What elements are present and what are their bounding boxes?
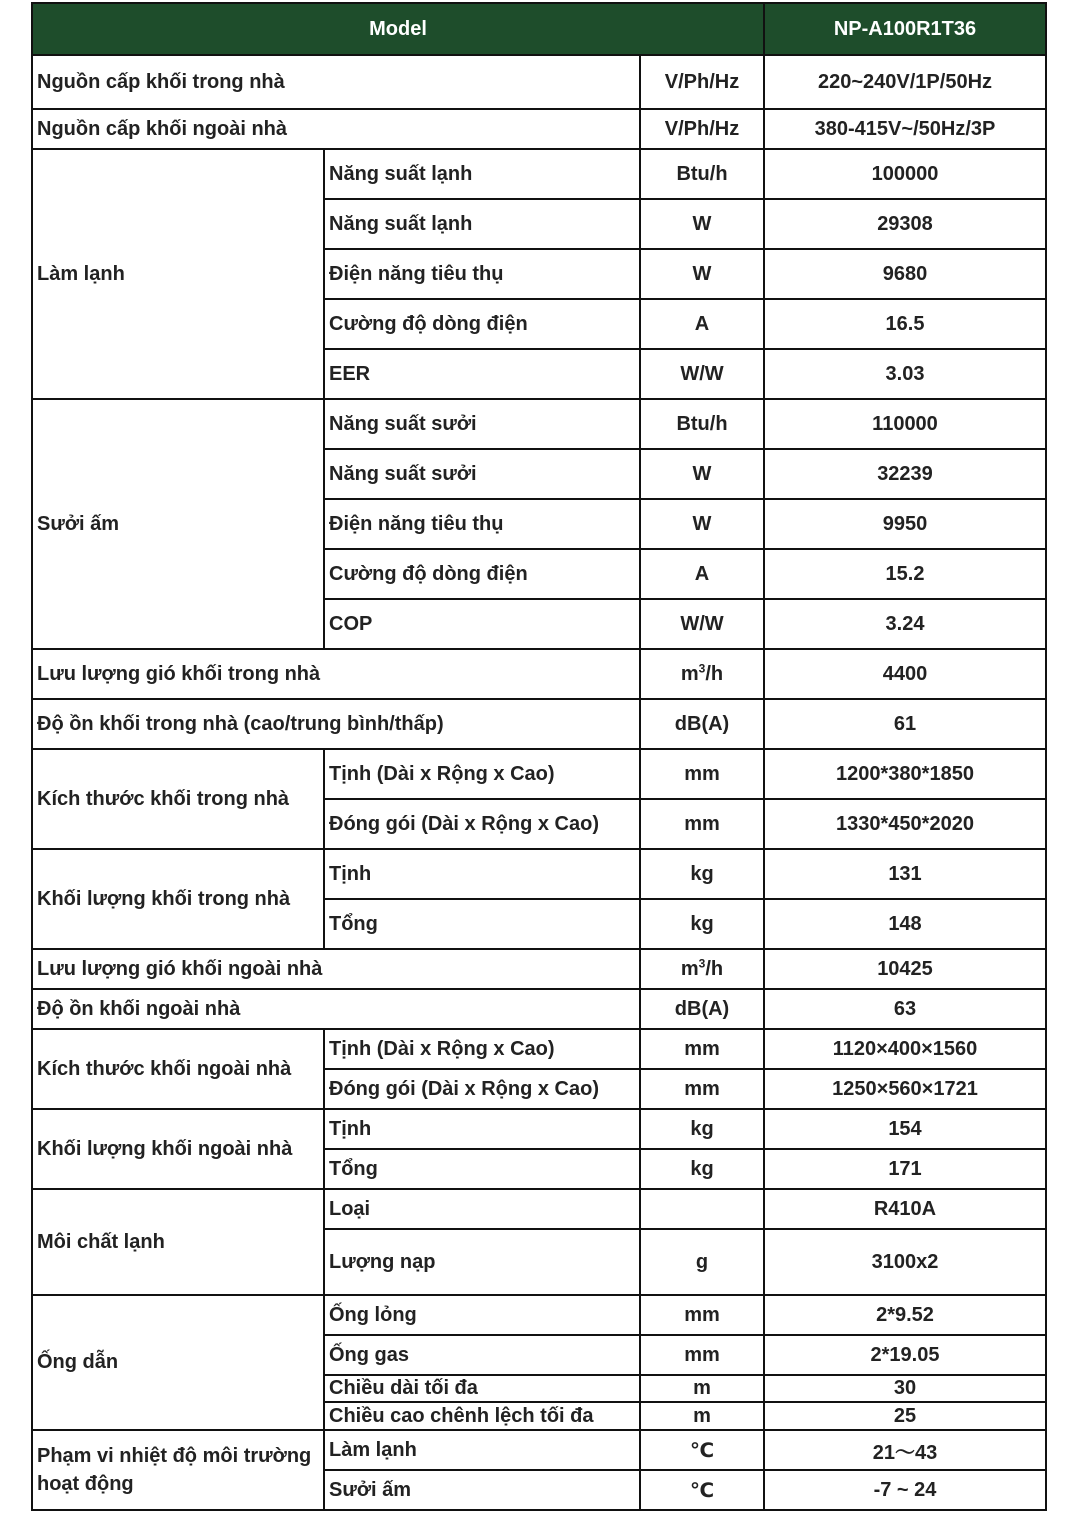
table-row [32, 1189, 1046, 1229]
unit-cell: V/Ph/Hz [640, 55, 764, 109]
row-label: Nguồn cấp khối ngoài nhà [32, 109, 640, 149]
value-cell: 380-415V~/50Hz/3P [764, 109, 1046, 149]
unit-cell: mm [640, 1335, 764, 1375]
value-cell: 2*9.52 [764, 1295, 1046, 1335]
table-row [32, 55, 1046, 109]
row-label: Đóng gói (Dài x Rộng x Cao) [324, 799, 640, 849]
table-row [32, 399, 1046, 449]
unit-cell: kg [640, 899, 764, 949]
unit-cell: kg [640, 849, 764, 899]
unit-cell: dB(A) [640, 989, 764, 1029]
value-cell: 1200*380*1850 [764, 749, 1046, 799]
row-label: Chiều cao chênh lệch tối đa [324, 1402, 640, 1430]
value-cell: 110000 [764, 399, 1046, 449]
unit-cell: kg [640, 1149, 764, 1189]
spec-table [31, 2, 1047, 1511]
model-label: Model [32, 3, 764, 55]
row-label: Điện năng tiêu thụ [324, 249, 640, 299]
value-cell: 9680 [764, 249, 1046, 299]
unit-cell: Btu/h [640, 399, 764, 449]
unit-cell: g [640, 1229, 764, 1295]
table-row [32, 1430, 1046, 1470]
value-cell: 154 [764, 1109, 1046, 1149]
value-cell: 3.03 [764, 349, 1046, 399]
table-row [32, 1029, 1046, 1069]
value-cell: 61 [764, 699, 1046, 749]
unit-base: m [680, 662, 699, 685]
row-label: Chiều dài tối đa [324, 1375, 640, 1402]
value-cell: 15.2 [764, 549, 1046, 599]
value-cell: 30 [764, 1375, 1046, 1402]
row-label: Độ ồn khối ngoài nhà [32, 989, 640, 1029]
unit-cell: mm [640, 749, 764, 799]
table-row [32, 989, 1046, 1029]
value-cell: 1330*450*2020 [764, 799, 1046, 849]
value-cell: 10425 [764, 949, 1046, 989]
header-row [32, 3, 1046, 55]
value-cell: 148 [764, 899, 1046, 949]
group-label: Kích thước khối ngoài nhà [32, 1029, 324, 1109]
unit-cell: A [640, 299, 764, 349]
row-label: Năng suất sưởi [324, 449, 640, 499]
row-label: Lưu lượng gió khối trong nhà [32, 649, 640, 699]
unit-cell: ℃ [640, 1470, 764, 1510]
group-label: Kích thước khối trong nhà [32, 749, 324, 849]
row-label: Sưởi ấm [324, 1470, 640, 1510]
row-label: EER [324, 349, 640, 399]
row-label: Độ ồn khối trong nhà (cao/trung bình/thấp) [32, 699, 640, 749]
unit-cell: mm [640, 799, 764, 849]
row-label: Năng suất sưởi [324, 399, 640, 449]
unit-tail: /h [705, 662, 724, 685]
table-row [32, 749, 1046, 799]
value-cell: 32239 [764, 449, 1046, 499]
unit-cell: ℃ [640, 1430, 764, 1470]
value-cell: 220~240V/1P/50Hz [764, 55, 1046, 109]
group-label: Ống dẫn [32, 1295, 324, 1430]
row-label: COP [324, 599, 640, 649]
row-label: Cường độ dòng điện [324, 299, 640, 349]
row-label: Đóng gói (Dài x Rộng x Cao) [324, 1069, 640, 1109]
value-cell: 29308 [764, 199, 1046, 249]
row-label: Điện năng tiêu thụ [324, 499, 640, 549]
unit-cell: mm [640, 1069, 764, 1109]
table-row [32, 699, 1046, 749]
row-label: Năng suất lạnh [324, 149, 640, 199]
value-cell: 3.24 [764, 599, 1046, 649]
unit-superscript: 3 [698, 660, 706, 675]
row-label: Tổng [324, 899, 640, 949]
unit-cell [640, 949, 764, 989]
group-label: Khối lượng khối ngoài nhà [32, 1109, 324, 1189]
unit-tail: /h [705, 957, 724, 980]
row-label: Năng suất lạnh [324, 199, 640, 249]
value-cell: 4400 [764, 649, 1046, 699]
row-label: Tịnh [324, 849, 640, 899]
value-cell: 1250×560×1721 [764, 1069, 1046, 1109]
value-cell: -7 ~ 24 [764, 1470, 1046, 1510]
row-label: Tịnh [324, 1109, 640, 1149]
group-label: Sưởi ấm [32, 399, 324, 649]
table-row [32, 849, 1046, 899]
unit-cell: W [640, 499, 764, 549]
row-label: Cường độ dòng điện [324, 549, 640, 599]
value-cell: 131 [764, 849, 1046, 899]
value-cell: 25 [764, 1402, 1046, 1430]
unit-cell: m [640, 1402, 764, 1430]
row-label: Tổng [324, 1149, 640, 1189]
row-label: Ống lỏng [324, 1295, 640, 1335]
unit-cell: W/W [640, 599, 764, 649]
unit-cell: Btu/h [640, 149, 764, 199]
table-row [32, 149, 1046, 199]
value-cell: 3100x2 [764, 1229, 1046, 1295]
value-cell: 21～43 [764, 1430, 1046, 1470]
row-label: Lưu lượng gió khối ngoài nhà [32, 949, 640, 989]
value-cell: 9950 [764, 499, 1046, 549]
unit-cell: mm [640, 1295, 764, 1335]
value-cell: 1120×400×1560 [764, 1029, 1046, 1069]
row-label: Nguồn cấp khối trong nhà [32, 55, 640, 109]
unit-cell: W/W [640, 349, 764, 399]
row-label: Làm lạnh [324, 1430, 640, 1470]
group-label: Khối lượng khối trong nhà [32, 849, 324, 949]
unit-cell: kg [640, 1109, 764, 1149]
group-label: Làm lạnh [32, 149, 324, 399]
unit-cell [640, 1189, 764, 1229]
value-cell: 171 [764, 1149, 1046, 1189]
table-row [32, 1295, 1046, 1335]
unit-cell: dB(A) [640, 699, 764, 749]
value-cell: 63 [764, 989, 1046, 1029]
row-label: Ống gas [324, 1335, 640, 1375]
value-cell: 2*19.05 [764, 1335, 1046, 1375]
unit-cell: V/Ph/Hz [640, 109, 764, 149]
unit-cell: W [640, 449, 764, 499]
unit-cell [640, 649, 764, 699]
table-row [32, 109, 1046, 149]
row-label: Tịnh (Dài x Rộng x Cao) [324, 749, 640, 799]
table-row [32, 649, 1046, 699]
model-value: NP-A100R1T36 [764, 3, 1046, 55]
row-label: Loại [324, 1189, 640, 1229]
row-label: Lượng nạp [324, 1229, 640, 1295]
value-cell: 100000 [764, 149, 1046, 199]
unit-cell: W [640, 199, 764, 249]
table-row [32, 1109, 1046, 1149]
unit-base: m [680, 957, 699, 980]
group-label: Môi chất lạnh [32, 1189, 324, 1295]
unit-cell: mm [640, 1029, 764, 1069]
value-cell: R410A [764, 1189, 1046, 1229]
unit-superscript: 3 [698, 955, 706, 970]
unit-cell: W [640, 249, 764, 299]
value-cell: 16.5 [764, 299, 1046, 349]
unit-cell: A [640, 549, 764, 599]
unit-cell: m [640, 1375, 764, 1402]
row-label: Tịnh (Dài x Rộng x Cao) [324, 1029, 640, 1069]
table-row [32, 949, 1046, 989]
group-label: Phạm vi nhiệt độ môi trường hoạt động [32, 1430, 324, 1510]
